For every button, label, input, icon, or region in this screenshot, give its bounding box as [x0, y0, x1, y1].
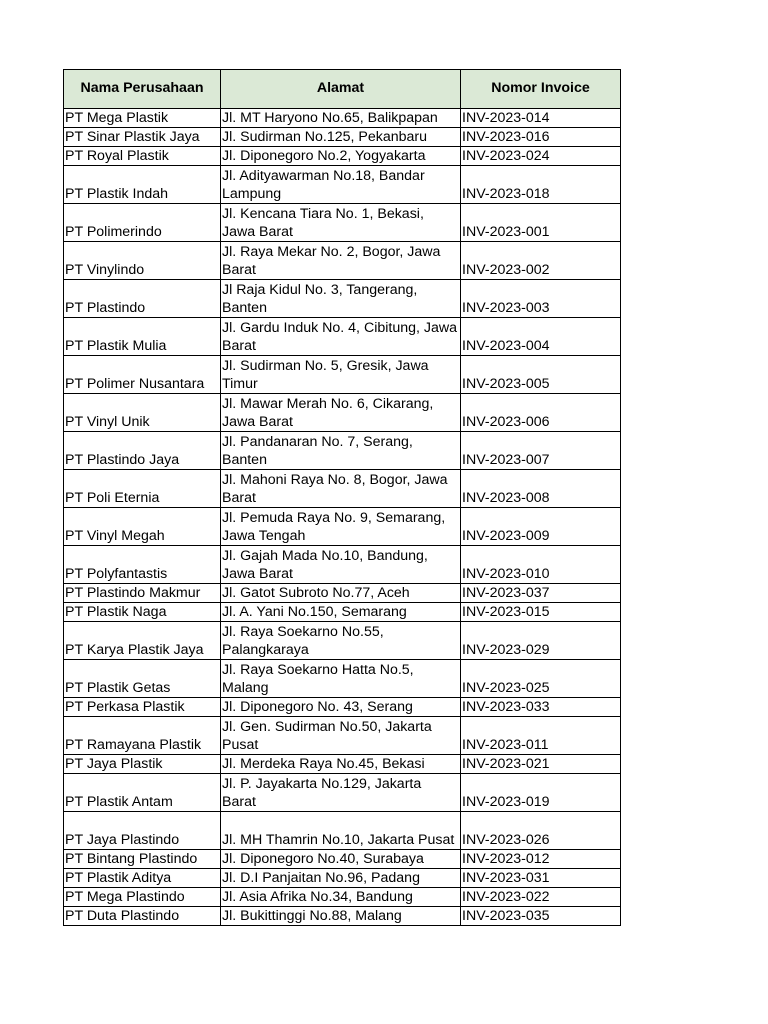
address-cell[interactable]: Jl. Raya Soekarno Hatta No.5, Malang [221, 660, 461, 698]
invoice-cell[interactable]: INV-2023-025 [461, 660, 621, 698]
table-row [64, 774, 621, 812]
invoice-cell[interactable]: INV-2023-021 [461, 755, 621, 774]
invoice-cell[interactable]: INV-2023-001 [461, 204, 621, 242]
company-cell[interactable]: PT Plastik Indah [64, 166, 221, 204]
table-row [64, 812, 621, 850]
table-row [64, 318, 621, 356]
table-row [64, 470, 621, 508]
company-cell[interactable]: PT Mega Plastindo [64, 888, 221, 907]
company-cell[interactable]: PT Plastindo Makmur [64, 584, 221, 603]
company-cell[interactable]: PT Mega Plastik [64, 109, 221, 128]
invoice-cell[interactable]: INV-2023-002 [461, 242, 621, 280]
invoice-cell[interactable]: INV-2023-008 [461, 470, 621, 508]
company-cell[interactable]: PT Plastik Mulia [64, 318, 221, 356]
company-cell[interactable]: PT Vinyl Megah [64, 508, 221, 546]
table-row [64, 755, 621, 774]
address-cell[interactable]: Jl. Mahoni Raya No. 8, Bogor, Jawa Barat [221, 470, 461, 508]
table-row [64, 508, 621, 546]
invoice-cell[interactable]: INV-2023-018 [461, 166, 621, 204]
company-cell[interactable]: PT Vinylindo [64, 242, 221, 280]
company-cell[interactable]: PT Plastik Naga [64, 603, 221, 622]
invoice-cell[interactable]: INV-2023-011 [461, 717, 621, 755]
address-cell[interactable]: Jl. P. Jayakarta No.129, Jakarta Barat [221, 774, 461, 812]
invoice-cell[interactable]: INV-2023-009 [461, 508, 621, 546]
address-cell[interactable]: Jl. Pemuda Raya No. 9, Semarang, Jawa Tengah [221, 508, 461, 546]
header-nomor-invoice[interactable]: Nomor Invoice [461, 70, 621, 109]
invoice-cell[interactable]: INV-2023-026 [461, 812, 621, 850]
company-cell[interactable]: PT Perkasa Plastik [64, 698, 221, 717]
invoice-cell[interactable]: INV-2023-033 [461, 698, 621, 717]
table-row [64, 603, 621, 622]
address-cell[interactable]: Jl. Merdeka Raya No.45, Bekasi [221, 755, 461, 774]
company-cell[interactable]: PT Plastik Getas [64, 660, 221, 698]
company-cell[interactable]: PT Plastindo Jaya [64, 432, 221, 470]
invoice-cell[interactable]: INV-2023-035 [461, 907, 621, 926]
table-row [64, 584, 621, 603]
table-row [64, 147, 621, 166]
company-cell[interactable]: PT Ramayana Plastik [64, 717, 221, 755]
table-row [64, 432, 621, 470]
company-cell[interactable]: PT Royal Plastik [64, 147, 221, 166]
address-cell[interactable]: Jl. Pandanaran No. 7, Serang, Banten [221, 432, 461, 470]
table-row [64, 166, 621, 204]
invoice-cell[interactable]: INV-2023-015 [461, 603, 621, 622]
invoice-cell[interactable]: INV-2023-004 [461, 318, 621, 356]
invoice-cell[interactable]: INV-2023-005 [461, 356, 621, 394]
invoice-cell[interactable]: INV-2023-007 [461, 432, 621, 470]
invoice-cell[interactable]: INV-2023-029 [461, 622, 621, 660]
table-row [64, 698, 621, 717]
company-cell[interactable]: PT Karya Plastik Jaya [64, 622, 221, 660]
invoice-cell[interactable]: INV-2023-010 [461, 546, 621, 584]
address-cell[interactable]: Jl. A. Yani No.150, Semarang [221, 603, 461, 622]
invoice-cell[interactable]: INV-2023-006 [461, 394, 621, 432]
invoice-cell[interactable]: INV-2023-014 [461, 109, 621, 128]
invoice-cell[interactable]: INV-2023-022 [461, 888, 621, 907]
table-row [64, 660, 621, 698]
header-row [64, 70, 621, 109]
table-row [64, 242, 621, 280]
address-cell[interactable]: Jl. Sudirman No.125, Pekanbaru [221, 128, 461, 147]
table-row [64, 109, 621, 128]
table-row [64, 546, 621, 584]
invoice-cell[interactable]: INV-2023-037 [461, 584, 621, 603]
company-cell[interactable]: PT Vinyl Unik [64, 394, 221, 432]
company-cell[interactable]: PT Duta Plastindo [64, 907, 221, 926]
address-cell[interactable]: Jl. MH Thamrin No.10, Jakarta Pusat [221, 812, 461, 850]
address-cell[interactable]: Jl. Gatot Subroto No.77, Aceh [221, 584, 461, 603]
address-cell[interactable]: Jl. Raya Mekar No. 2, Bogor, Jawa Barat [221, 242, 461, 280]
company-cell[interactable]: PT Polyfantastis [64, 546, 221, 584]
invoice-cell[interactable]: INV-2023-003 [461, 280, 621, 318]
invoice-cell[interactable]: INV-2023-012 [461, 850, 621, 869]
company-cell[interactable]: PT Plastindo [64, 280, 221, 318]
invoice-cell[interactable]: INV-2023-031 [461, 869, 621, 888]
table-row [64, 128, 621, 147]
table-row [64, 356, 621, 394]
address-cell[interactable]: Jl. Asia Afrika No.34, Bandung [221, 888, 461, 907]
company-cell[interactable]: PT Jaya Plastindo [64, 812, 221, 850]
table-row [64, 622, 621, 660]
table-row [64, 280, 621, 318]
company-cell[interactable]: PT Sinar Plastik Jaya [64, 128, 221, 147]
company-cell[interactable]: PT Plastik Antam [64, 774, 221, 812]
invoice-cell[interactable]: INV-2023-016 [461, 128, 621, 147]
header-alamat[interactable]: Alamat [221, 70, 461, 109]
address-cell[interactable]: Jl Raja Kidul No. 3, Tangerang, Banten [221, 280, 461, 318]
table-row [64, 869, 621, 888]
company-cell[interactable]: PT Bintang Plastindo [64, 850, 221, 869]
address-cell[interactable]: Jl. Raya Soekarno No.55, Palangkaraya [221, 622, 461, 660]
table-row [64, 204, 621, 242]
address-cell[interactable]: Jl. D.I Panjaitan No.96, Padang [221, 869, 461, 888]
address-cell[interactable]: Jl. Sudirman No. 5, Gresik, Jawa Timur [221, 356, 461, 394]
address-cell[interactable]: Jl. Bukittinggi No.88, Malang [221, 907, 461, 926]
address-cell[interactable]: Jl. Diponegoro No.2, Yogyakarta [221, 147, 461, 166]
invoice-cell[interactable]: INV-2023-024 [461, 147, 621, 166]
invoice-table [63, 69, 621, 926]
address-cell[interactable]: Jl. Mawar Merah No. 6, Cikarang, Jawa Barat [221, 394, 461, 432]
address-cell[interactable]: Jl. Diponegoro No. 43, Serang [221, 698, 461, 717]
company-cell[interactable]: PT Jaya Plastik [64, 755, 221, 774]
table-body [64, 109, 621, 926]
table-row [64, 394, 621, 432]
table-row [64, 850, 621, 869]
invoice-cell[interactable]: INV-2023-019 [461, 774, 621, 812]
address-cell[interactable]: Jl. Adityawarman No.18, Bandar Lampung [221, 166, 461, 204]
company-cell[interactable]: PT Plastik Aditya [64, 869, 221, 888]
company-cell[interactable]: PT Poli Eternia [64, 470, 221, 508]
address-cell[interactable]: Jl. Kencana Tiara No. 1, Bekasi, Jawa Barat [221, 204, 461, 242]
company-cell[interactable]: PT Polimerindo [64, 204, 221, 242]
address-cell[interactable]: Jl. Gardu Induk No. 4, Cibitung, Jawa Barat [221, 318, 461, 356]
address-cell[interactable]: Jl. Gajah Mada No.10, Bandung, Jawa Barat [221, 546, 461, 584]
table-row [64, 907, 621, 926]
address-cell[interactable]: Jl. Gen. Sudirman No.50, Jakarta Pusat [221, 717, 461, 755]
table-row [64, 888, 621, 907]
address-cell[interactable]: Jl. MT Haryono No.65, Balikpapan [221, 109, 461, 128]
header-nama-perusahaan[interactable]: Nama Perusahaan [64, 70, 221, 109]
address-cell[interactable]: Jl. Diponegoro No.40, Surabaya [221, 850, 461, 869]
table-row [64, 717, 621, 755]
company-cell[interactable]: PT Polimer Nusantara [64, 356, 221, 394]
